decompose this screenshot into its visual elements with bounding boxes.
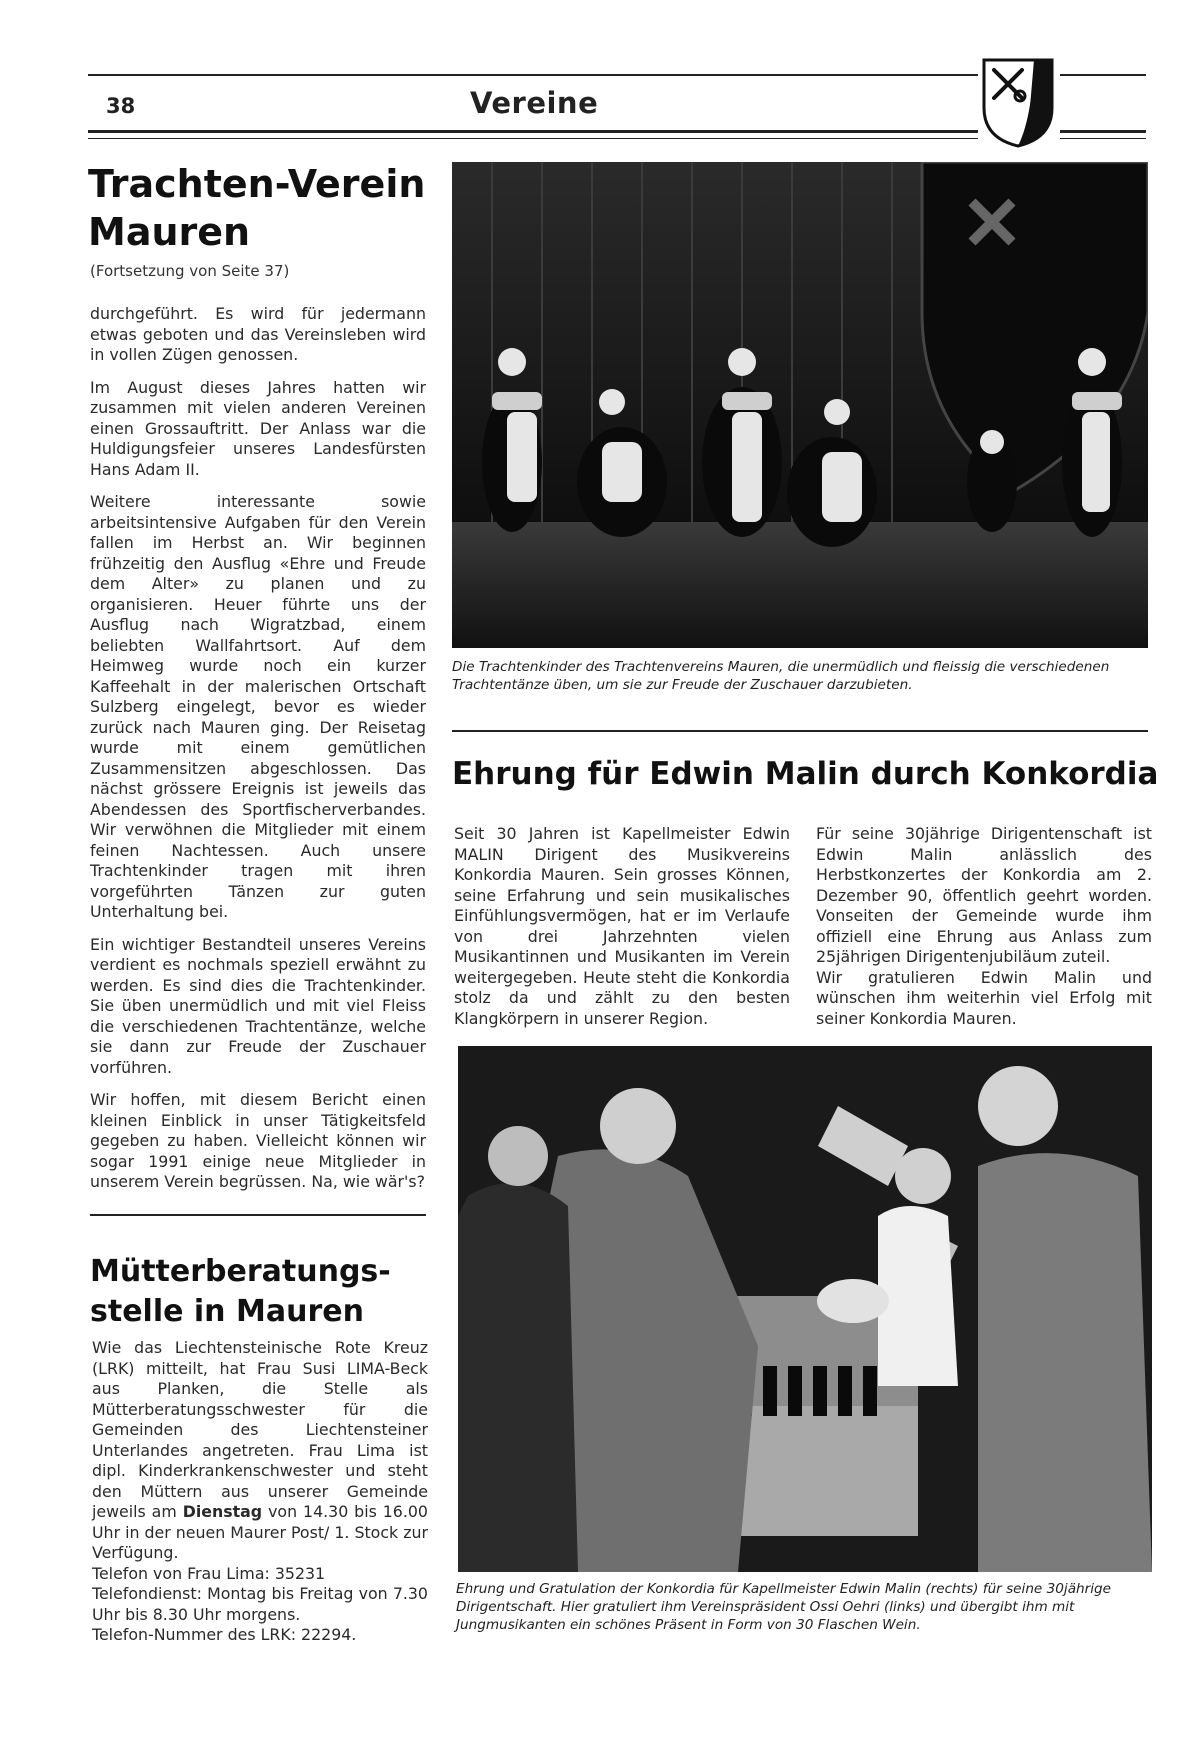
- article2-text: Wie das Liechtensteinische Rote Kreuz (LRK) mitteilt, hat Frau Susi LIMA-Beck aus Planken, die Stelle als Mütterberatungsschwester für die Gemeinden des Liechtensteiner Unterlandes angetreten. Frau Lima ist dipl. Kinderkrankenschwester und steht den Müttern aus unserer Gemeinde jeweils am: [92, 1338, 428, 1521]
- article-title-ehrung: Ehrung für Edwin Malin durch Konkordia: [452, 756, 1159, 792]
- article2-phone-line: Telefondienst: Montag bis Freitag von 7.30 Uhr bis 8.30 Uhr morgens.: [92, 1584, 428, 1624]
- separator-rule-left: [90, 1214, 426, 1216]
- title-line-1: Mütterberatungs-: [90, 1254, 391, 1289]
- header-bottom-rule-right: [1060, 130, 1146, 133]
- article-title-trachtenverein: [88, 160, 428, 256]
- section-title: Vereine: [470, 86, 599, 120]
- article-title-muetterberatung: [90, 1252, 430, 1332]
- separator-rule: [452, 730, 1148, 732]
- photo-illustration: [452, 162, 1148, 648]
- page-number: 38: [106, 94, 136, 118]
- article3-paragraph: Für seine 30jährige Dirigentenschaft ist Edwin Malin anlässlich des Herbstkonzertes der Konkordia am 2. Dezember 90, öffentlich geehrt worden. Vonseiten der Gemeinde wurde ihm offiziell eine Ehrung aus Anlass zum 25jährigen Dirigentenjubiläum zuteil.: [816, 824, 1152, 966]
- article3-column-2: [816, 824, 1152, 1029]
- header-top-rule-right: [1060, 74, 1146, 76]
- header-top-rule: [88, 74, 978, 76]
- article1-body: [90, 304, 426, 1205]
- article1-paragraph: Im August dieses Jahres hatten wir zusammen mit vielen anderen Vereinen einen Grossauftritt. Der Anlass war die Huldigungsfeier unseres Landesfürsten Hans Adam II.: [90, 377, 426, 479]
- header-bottom-rule: [88, 130, 978, 133]
- photo-trachtenkinder: [452, 162, 1148, 648]
- article1-paragraph: durchgeführt. Es wird für jedermann etwas geboten und das Vereinsleben wird in vollen Zügen genossen.: [90, 304, 426, 364]
- continued-note: (Fortsetzung von Seite 37): [90, 262, 290, 280]
- title-line-2: stelle in Mauren: [90, 1294, 364, 1329]
- municipal-crest-icon: [982, 58, 1054, 148]
- article2-phone-line: Telefon-Nummer des LRK: 22294.: [92, 1625, 357, 1644]
- photo-caption-trachtenkinder: Die Trachtenkinder des Trachtenvereins Mauren, die unermüdlich und fleissig die verschiedenen Trachtentänze üben, um sie zur Freude der Zuschauer darzubieten.: [452, 659, 1110, 693]
- photo-caption-ehrung: Ehrung und Gratulation der Konkordia für Kapellmeister Edwin Malin (rechts) für seine 30jährige Dirigentschaft. Hier gratuliert ihm Vereinspräsident Ossi Oehri (links) und übergibt ihm mit Jungmusikanten ein schönes Präsent in Form von 30 Flaschen Wein.: [456, 1581, 1111, 1633]
- title-line-2: Mauren: [88, 210, 251, 254]
- header-bottom-rule-right-thin: [1060, 138, 1146, 139]
- article3-paragraph: Wir gratulieren Edwin Malin und wünschen ihm weiterhin viel Erfolg mit seiner Konkordia Mauren.: [816, 967, 1152, 1028]
- article3-paragraph: Seit 30 Jahren ist Kapellmeister Edwin MALIN Dirigent des Musikvereins Konkordia Mauren. Sein grosses Können, seine Erfahrung und sein musikalisches Einfühlungsvermögen, hat er im Verlaufe von drei Jahrzehnten vielen Musikantinnen und Musikanten im Verein weitergegeben. Heute steht die Konkordia stolz da und zählt zu den besten Klangkörpern in unserer Region.: [454, 824, 790, 1028]
- header-bottom-rule-thin: [88, 138, 978, 139]
- photo-illustration: [458, 1046, 1152, 1572]
- article1-paragraph: Ein wichtiger Bestandteil unseres Vereins verdient es nochmals speziell erwähnt zu werden. Es sind dies die Trachtenkinder. Sie üben unermüdlich und mit viel Fleiss die verschiedenen Trachtentänze, welche sie dann zur Freude der Zuschauer vorführen.: [90, 934, 426, 1077]
- article2-text-end: von 14.30 bis 16.00 Uhr in der neuen Maurer Post/ 1. Stock zur Verfügung.: [92, 1502, 428, 1562]
- article3-column-1: [454, 824, 790, 1029]
- article2-body: [92, 1338, 428, 1646]
- article2-paragraph: [92, 1338, 428, 1564]
- article1-paragraph: Weitere interessante sowie arbeitsintensive Aufgaben für den Verein fallen im Herbst an. Wir beginnen frühzeitig den Ausflug «Ehre und Freude dem Alter» zu planen und zu organisieren. Heuer führte uns der Ausflug nach Wigratzbad, einem beliebten Wallfahrtsort. Auf dem Heimweg wurde noch ein kurzer Kaffeehalt in der malerischen Ortschaft Sulzberg eingelegt, bevor es wieder zurück nach Mauren ging. Der Reisetag wurde mit einem gemütlichen Zusammensitzen abgeschlossen. Das nächst grössere Ereignis ist jeweils das Abendessen des Sportfischerverbandes. Wir verwöhnen die Mitglieder mit einem feinen Nachtessen. Auch unsere Trachtenkinder tragen mit ihren vorgeführten Tänzen zur guten Unterhaltung bei.: [90, 492, 426, 921]
- title-line-1: Trachten-Verein: [88, 162, 426, 206]
- article2-bold-day: Dienstag: [182, 1502, 263, 1521]
- article2-phone-line: Telefon von Frau Lima: 35231: [92, 1563, 326, 1583]
- photo-ehrung-handshake: [458, 1046, 1152, 1572]
- article1-paragraph: Wir hoffen, mit diesem Bericht einen kleinen Einblick in unser Tätigkeitsfeld gegeben zu haben. Vielleicht können wir sogar 1991 einige neue Mitglieder in unserem Verein begrüssen. Na, wie wär's?: [90, 1090, 426, 1191]
